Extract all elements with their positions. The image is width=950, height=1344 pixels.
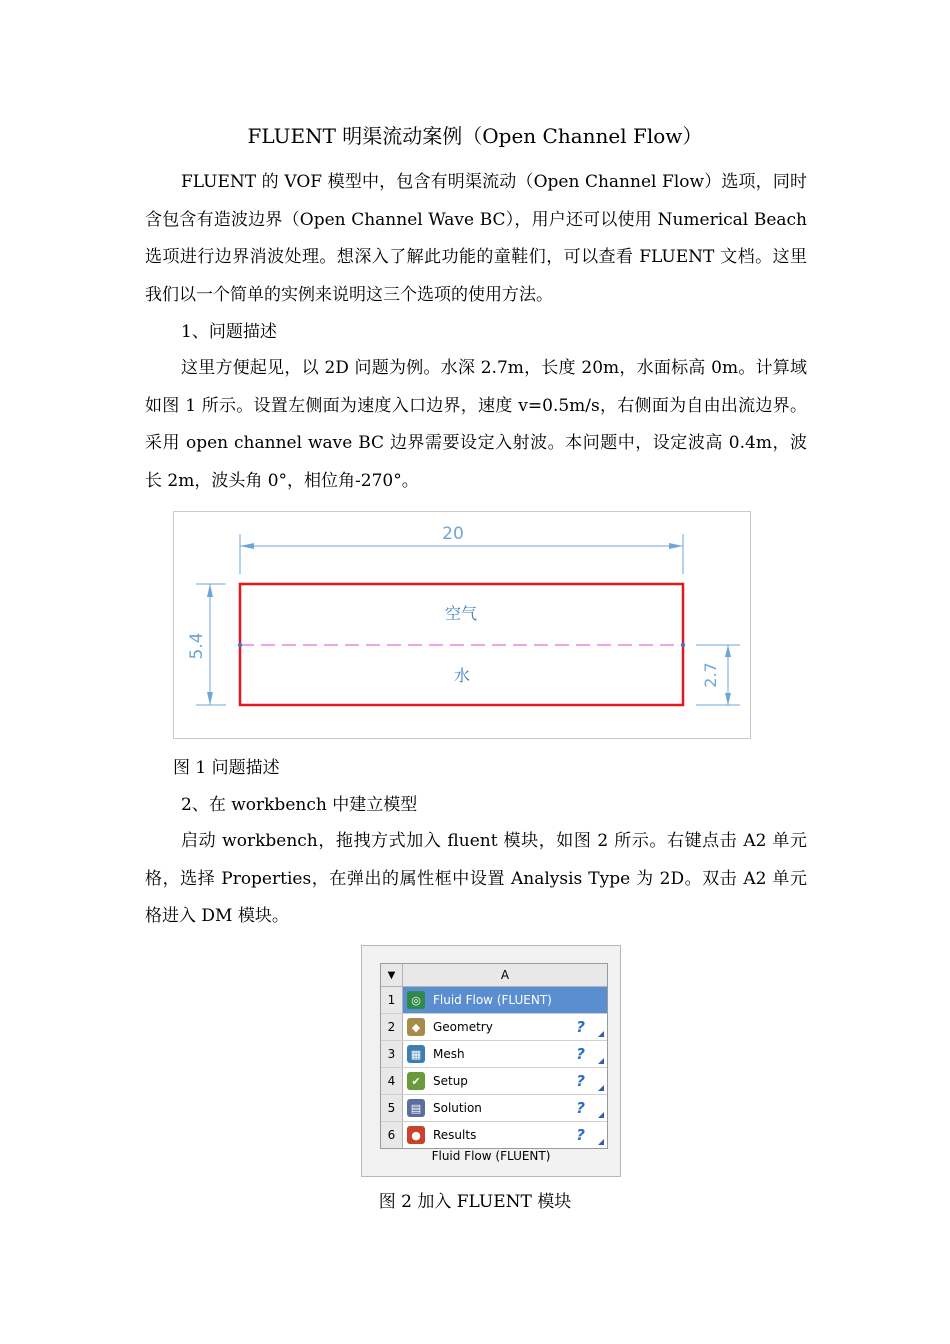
- figure-1-domain-sketch: [173, 511, 751, 739]
- figure-1-caption: 图 1 问题描述: [173, 758, 280, 778]
- mesh-icon: ▦: [407, 1045, 425, 1063]
- row-label: Fluid Flow (FLUENT): [433, 993, 552, 1007]
- intro-paragraph: FLUENT 的 VOF 模型中，包含有明渠流动（Open Channel Flow）选项，同时含包含有造波边界（Open Channel Wave BC），用户还可以使用 Numerical Beach 选项进行边界消波处理。想深入了解此功能的童鞋们，可以查看 FLUENT 文档。这里我们以一个简单的实例来说明这三个选项的使用方法。: [145, 172, 807, 305]
- row-number: 6: [381, 1122, 403, 1148]
- corner-triangle-icon: [598, 1058, 604, 1064]
- row-cell[interactable]: [403, 1095, 607, 1121]
- depth-label: 2.7: [701, 662, 720, 688]
- system-header: [381, 964, 607, 987]
- section-heading-2: 2、在 workbench 中建立模型: [181, 795, 418, 815]
- row-number: 5: [381, 1095, 403, 1121]
- status-question-icon: ?: [576, 1072, 585, 1090]
- row-cell[interactable]: [403, 1041, 607, 1067]
- corner-triangle-icon: [598, 1085, 604, 1091]
- fluent-icon: ◎: [407, 991, 425, 1009]
- system-row-fluid-flow-fluent[interactable]: [381, 987, 607, 1014]
- problem-paragraph: 这里方便起见，以 2D 问题为例。水深 2.7m，长度 20m，水面标高 0m。计算域如图 1 所示。设置左侧面为速度入口边界，速度 v=0.5m/s，右侧面为自由出流边界。采用 open channel wave BC 边界需要设定入射波。本问题中，设定波高 0.4m，波长 2m，波头角 0°，相位角-270°。: [145, 358, 807, 491]
- arrowhead-depth-bottom: [725, 693, 731, 705]
- length-label: 20: [442, 524, 464, 544]
- row-label: Solution: [433, 1101, 482, 1115]
- row-cell[interactable]: [403, 1068, 607, 1094]
- row-number: 2: [381, 1014, 403, 1040]
- row-label: Setup: [433, 1074, 468, 1088]
- section-heading-1: 1、问题描述: [181, 322, 277, 342]
- figure-2-caption: 图 2 加入 FLUENT 模块: [378, 1192, 572, 1212]
- height-label: 5.4: [187, 632, 207, 660]
- workbench-paragraph: 启动 workbench，拖拽方式加入 fluent 模块，如图 2 所示。右键点击 A2 单元格，选择 Properties，在弹出的属性框中设置 Analysis Type 为 2D。双击 A2 单元格进入 DM 模块。: [145, 831, 807, 926]
- status-question-icon: ?: [576, 1018, 585, 1036]
- water-label: 水: [453, 666, 471, 685]
- arrowhead-depth-top: [725, 645, 731, 657]
- row-cell[interactable]: [403, 987, 607, 1013]
- air-label: 空气: [444, 604, 478, 623]
- system-row-setup[interactable]: [381, 1068, 607, 1095]
- system-row-mesh[interactable]: [381, 1041, 607, 1068]
- row-cell[interactable]: [403, 1014, 607, 1040]
- solution-icon: ▤: [407, 1099, 425, 1117]
- row-label: Mesh: [433, 1047, 465, 1061]
- system-row-results[interactable]: [381, 1122, 607, 1148]
- system-row-geometry[interactable]: [381, 1014, 607, 1041]
- surface-point-left: [238, 643, 242, 647]
- setup-icon: ✔: [407, 1072, 425, 1090]
- corner-triangle-icon: [598, 1031, 604, 1037]
- column-header: A: [500, 968, 510, 982]
- results-icon: ●: [407, 1126, 425, 1144]
- status-question-icon: ?: [576, 1099, 585, 1117]
- surface-point-right: [681, 643, 685, 647]
- row-label: Results: [433, 1128, 477, 1142]
- arrowhead-bottom: [207, 692, 213, 705]
- system-row-solution[interactable]: [381, 1095, 607, 1122]
- system-block[interactable]: [380, 963, 608, 1149]
- row-label: Geometry: [433, 1020, 493, 1034]
- row-number: 1: [381, 987, 403, 1013]
- figure-2-workbench-system: [361, 945, 621, 1177]
- system-name[interactable]: Fluid Flow (FLUENT): [431, 1149, 551, 1163]
- corner-triangle-icon: [598, 1139, 604, 1145]
- status-question-icon: ?: [576, 1126, 585, 1144]
- status-question-icon: ?: [576, 1045, 585, 1063]
- row-cell[interactable]: [403, 1122, 607, 1148]
- row-number: 3: [381, 1041, 403, 1067]
- arrowhead-top: [207, 584, 213, 597]
- page-title: FLUENT 明渠流动案例（Open Channel Flow）: [247, 124, 703, 148]
- collapse-arrow-icon[interactable]: ▼: [381, 964, 403, 986]
- arrowhead-left: [240, 543, 254, 549]
- corner-triangle-icon: [598, 1112, 604, 1118]
- row-number: 4: [381, 1068, 403, 1094]
- geometry-icon: ◆: [407, 1018, 425, 1036]
- arrowhead-right: [669, 543, 683, 549]
